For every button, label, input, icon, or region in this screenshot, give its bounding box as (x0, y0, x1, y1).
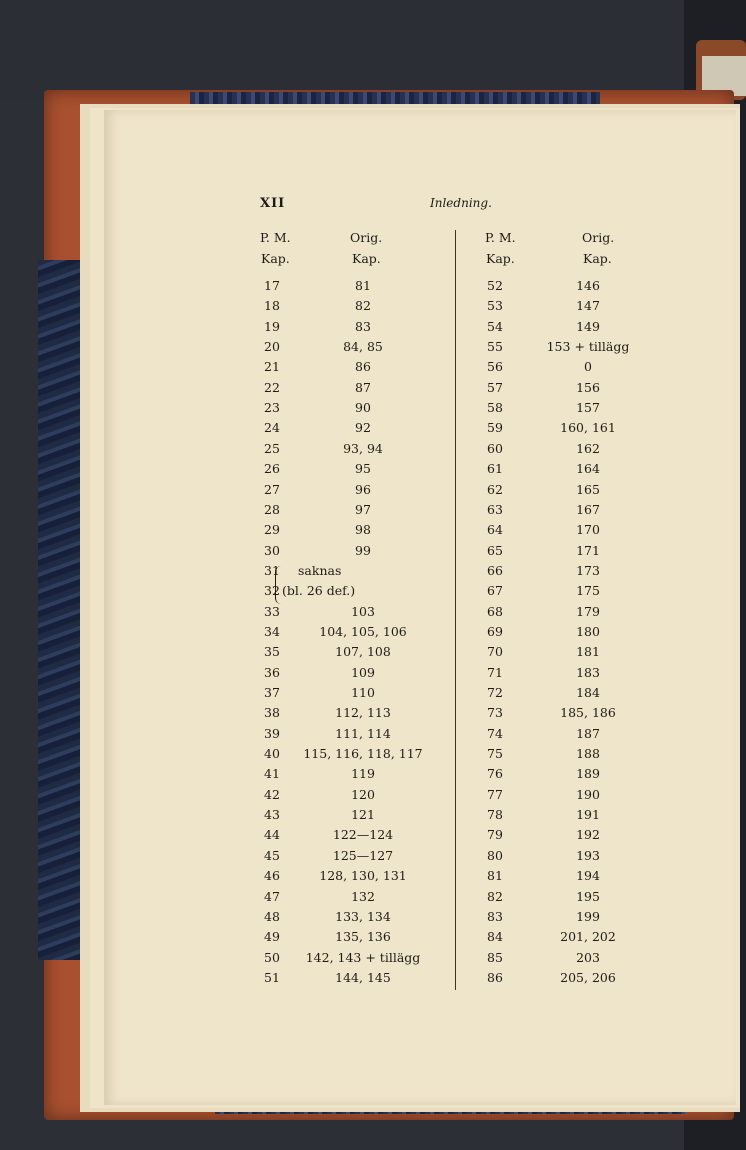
right-orig-subheading: Kap. (583, 251, 612, 266)
running-title: Inledning. (430, 196, 492, 210)
left-pm-cell: 41 (264, 766, 280, 782)
left-orig-cell: 112, 113 (335, 705, 391, 721)
right-pm-cell: 80 (487, 847, 503, 863)
left-orig-cell: 128, 130, 131 (319, 868, 407, 884)
right-pm-cell: 74 (487, 725, 503, 741)
right-pm-cell: 54 (487, 318, 503, 334)
right-orig-cell: 175 (576, 583, 600, 599)
left-orig-subheading: Kap. (352, 251, 381, 266)
left-pm-subheading: Kap. (261, 251, 290, 266)
right-orig-heading: Orig. (582, 230, 615, 245)
left-pm-cell: 49 (264, 929, 280, 945)
right-orig-cell: 171 (576, 542, 600, 558)
right-pm-cell: 71 (487, 664, 503, 680)
left-orig-cell: 98 (355, 522, 371, 538)
left-pm-cell: 26 (264, 461, 280, 477)
right-orig-cell: 193 (576, 847, 600, 863)
left-pm-cell: 45 (264, 847, 280, 863)
left-pm-cell: 51 (264, 969, 280, 985)
right-orig-cell: 170 (576, 522, 600, 538)
right-orig-cell: 192 (576, 827, 600, 843)
right-pm-cell: 70 (487, 644, 503, 660)
left-pm-cell: 39 (264, 725, 280, 741)
left-orig-cell: (bl. 26 def.) (282, 583, 356, 599)
right-orig-cell: 187 (576, 725, 600, 741)
left-pm-cell: 29 (264, 522, 280, 538)
right-pm-subheading: Kap. (486, 251, 515, 266)
left-orig-heading: Orig. (350, 230, 383, 245)
right-pm-cell: 60 (487, 440, 503, 456)
right-orig-cell: 149 (576, 318, 600, 334)
left-pm-cell: 50 (264, 949, 280, 965)
left-orig-cell: 125—127 (332, 847, 394, 863)
left-pm-cell: 24 (264, 420, 280, 436)
background-top (0, 0, 746, 100)
left-orig-cell: 104, 105, 106 (319, 623, 407, 639)
left-pm-cell: 33 (264, 603, 280, 619)
left-orig-cell: 144, 145 (335, 969, 391, 985)
right-pm-cell: 85 (487, 949, 503, 965)
right-orig-cell: 153 + tillägg (546, 339, 630, 355)
left-orig-cell: 82 (355, 298, 371, 314)
left-pm-cell: 32 (264, 583, 280, 599)
right-pm-cell: 81 (487, 868, 503, 884)
page-header (0, 196, 746, 216)
left-orig-cell: 93, 94 (343, 440, 383, 456)
right-pm-cell: 61 (487, 461, 503, 477)
left-orig-cell: 97 (355, 501, 371, 517)
left-pm-cell: 37 (264, 685, 280, 700)
left-pm-cell: 48 (264, 908, 280, 924)
left-pm-heading: P. M. (260, 230, 291, 245)
left-pm-cell: 34 (264, 623, 280, 639)
left-pm-cell: 17 (264, 278, 280, 293)
left-pm-cell: 47 (264, 888, 280, 904)
left-orig-cell: 81 (355, 278, 371, 293)
left-orig-cell: 120 (351, 786, 375, 802)
right-pm-cell: 64 (487, 522, 503, 538)
left-orig-cell: 111, 114 (335, 725, 391, 741)
left-pm-cell: 43 (264, 807, 280, 823)
left-pm-cell: 19 (264, 318, 280, 334)
left-pm-cell: 42 (264, 786, 280, 802)
right-pm-cell: 66 (487, 562, 503, 578)
right-pm-cell: 63 (487, 501, 503, 517)
right-orig-cell: 185, 186 (560, 705, 616, 721)
left-pm-cell: 31 (264, 562, 280, 578)
right-pm-cell: 75 (487, 746, 503, 762)
right-orig-cell: 205, 206 (560, 969, 616, 985)
right-orig-cell: 183 (576, 664, 600, 680)
right-pm-cell: 72 (487, 685, 503, 700)
left-orig-cell: 109 (351, 664, 375, 680)
left-orig-cell: 92 (355, 420, 371, 436)
right-pm-cell: 67 (487, 583, 503, 599)
right-pm-cell: 69 (487, 623, 503, 639)
right-pm-cell: 68 (487, 603, 503, 619)
right-orig-cell: 157 (576, 400, 600, 416)
right-pm-cell: 65 (487, 542, 503, 558)
right-pm-cell: 86 (487, 969, 503, 985)
right-pm-cell: 82 (487, 888, 503, 904)
right-orig-cell: 147 (576, 298, 600, 314)
left-orig-cell: 87 (355, 379, 371, 395)
right-pm-cell: 53 (487, 298, 503, 314)
left-pm-cell: 40 (264, 746, 280, 762)
left-orig-cell: 83 (355, 318, 371, 334)
right-orig-cell: 181 (576, 644, 600, 660)
right-orig-cell: 180 (576, 623, 600, 639)
right-pm-cell: 76 (487, 766, 503, 782)
left-pm-cell: 22 (264, 379, 280, 395)
left-orig-cell: 121 (351, 807, 375, 823)
left-pm-cell: 18 (264, 298, 280, 314)
right-orig-cell: 167 (576, 501, 600, 517)
left-orig-cell: 103 (351, 603, 375, 619)
right-pm-cell: 79 (487, 827, 503, 843)
right-orig-cell: 165 (576, 481, 600, 497)
right-pm-cell: 77 (487, 786, 503, 802)
left-orig-cell: 142, 143 + tillägg (305, 949, 421, 965)
left-orig-cell: 99 (355, 542, 371, 558)
left-orig-cell: 90 (355, 400, 371, 416)
right-orig-cell: 160, 161 (560, 420, 616, 436)
left-orig-cell: 107, 108 (335, 644, 391, 660)
right-orig-cell: 0 (584, 359, 592, 375)
right-orig-cell: 173 (576, 562, 600, 578)
right-orig-cell: 199 (576, 908, 600, 924)
right-orig-cell: 189 (576, 766, 600, 782)
right-pm-cell: 73 (487, 705, 503, 721)
page-number: XII (260, 196, 286, 211)
left-orig-cell: 95 (355, 461, 371, 477)
left-orig-cell: 132 (351, 888, 375, 904)
right-pm-cell: 58 (487, 400, 503, 416)
right-pm-cell: 56 (487, 359, 503, 375)
right-orig-cell: 201, 202 (560, 929, 616, 945)
right-orig-cell: 184 (576, 685, 600, 700)
right-pm-cell: 55 (487, 339, 503, 355)
right-orig-cell: 156 (576, 379, 600, 395)
left-pm-cell: 28 (264, 501, 280, 517)
left-orig-cell: 122—124 (332, 827, 394, 843)
right-orig-cell: 195 (576, 888, 600, 904)
right-pm-cell: 59 (487, 420, 503, 436)
right-orig-cell: 191 (576, 807, 600, 823)
left-pm-cell: 36 (264, 664, 280, 680)
left-pm-cell: 27 (264, 481, 280, 497)
left-orig-cell: 84, 85 (343, 339, 383, 355)
right-orig-cell: 188 (576, 746, 600, 762)
left-pm-cell: 46 (264, 868, 280, 884)
left-pm-cell: 25 (264, 440, 280, 456)
right-orig-cell: 203 (576, 949, 600, 965)
left-pm-cell: 30 (264, 542, 280, 558)
right-pm-cell: 57 (487, 379, 503, 395)
left-orig-cell: 133, 134 (335, 908, 391, 924)
right-pm-heading: P. M. (485, 230, 516, 245)
left-orig-cell: saknas (298, 562, 342, 578)
left-pm-cell: 21 (264, 359, 280, 375)
left-pm-cell: 44 (264, 827, 280, 843)
left-orig-cell: 135, 136 (335, 929, 391, 945)
left-pm-cell: 20 (264, 339, 280, 355)
left-orig-cell: 115, 116, 118, 117 (303, 746, 423, 762)
left-orig-cell: 96 (355, 481, 371, 497)
left-pm-cell: 23 (264, 400, 280, 416)
right-orig-cell: 162 (576, 440, 600, 456)
right-orig-cell: 179 (576, 603, 600, 619)
right-pm-cell: 78 (487, 807, 503, 823)
right-pm-cell: 83 (487, 908, 503, 924)
column-divider (455, 230, 456, 990)
right-orig-cell: 190 (576, 786, 600, 802)
left-pm-cell: 35 (264, 644, 280, 660)
left-orig-cell: 86 (355, 359, 371, 375)
left-orig-cell: 110 (351, 685, 375, 700)
right-pm-cell: 62 (487, 481, 503, 497)
right-orig-cell: 146 (576, 278, 600, 293)
right-orig-cell: 194 (576, 868, 600, 884)
left-pm-cell: 38 (264, 705, 280, 721)
right-pm-cell: 52 (487, 278, 503, 293)
right-pm-cell: 84 (487, 929, 503, 945)
left-orig-cell: 119 (351, 766, 375, 782)
right-orig-cell: 164 (576, 461, 600, 477)
